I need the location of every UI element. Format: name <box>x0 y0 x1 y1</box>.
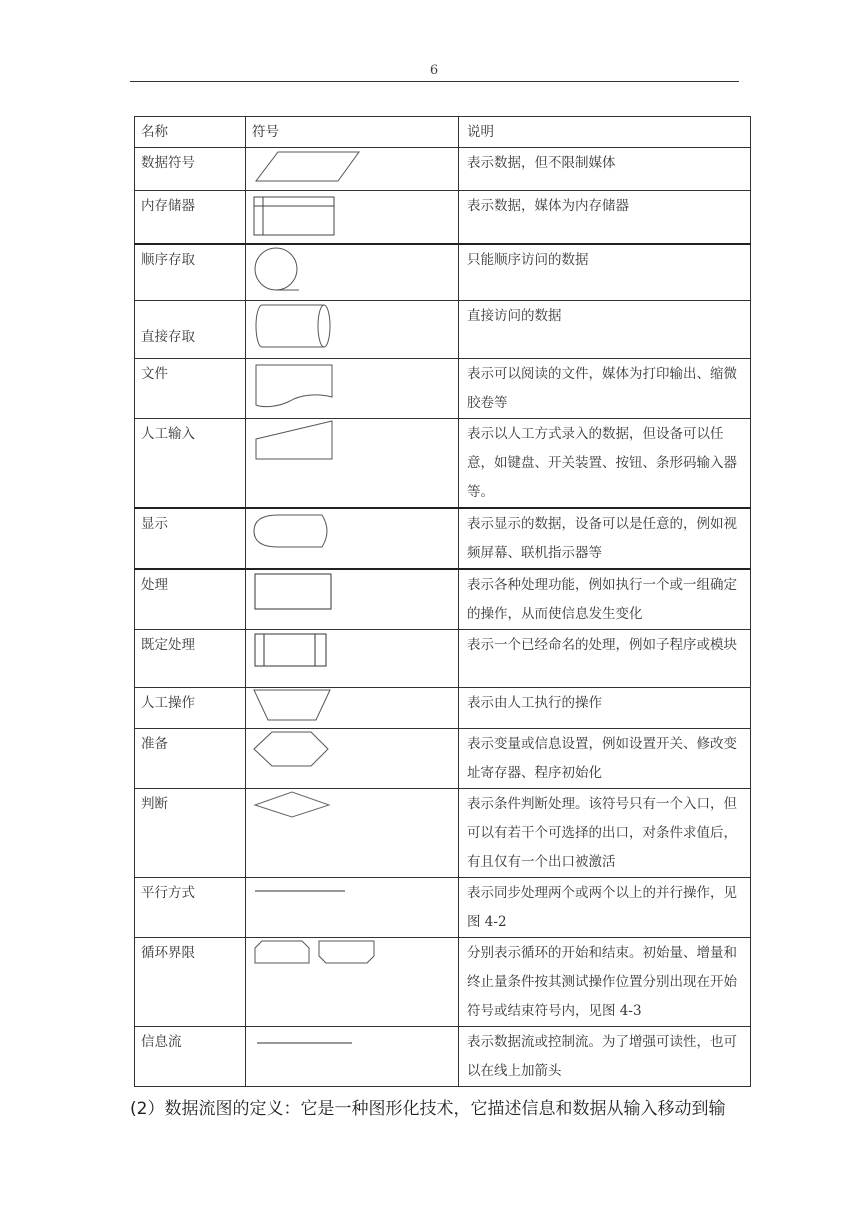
manual-input-icon <box>246 419 452 508</box>
predefined-process-icon <box>246 630 452 688</box>
table-row <box>135 1027 751 1087</box>
row-symbol <box>246 191 459 244</box>
row-name: 人工输入 <box>135 419 246 509</box>
row-name: 顺序存取 <box>135 244 246 301</box>
row-symbol <box>246 244 459 301</box>
table-row <box>135 569 751 630</box>
table-row <box>135 688 751 729</box>
body-paragraph: (2）数据流图的定义：它是一种图形化技术，它描述信息和数据从输入移动到输 <box>130 1099 726 1119</box>
parallelogram-icon <box>246 148 452 191</box>
row-name: 人工操作 <box>135 688 246 729</box>
row-name: 准备 <box>135 729 246 789</box>
row-desc: 表示数据，但不限制媒体 <box>459 148 751 191</box>
row-desc: 直接访问的数据 <box>459 301 751 359</box>
table-row <box>135 938 751 1027</box>
header-desc: 说明 <box>459 117 751 148</box>
row-name: 数据符号 <box>135 148 246 191</box>
internal-storage-icon <box>246 191 452 244</box>
process-icon <box>246 570 452 628</box>
table-row <box>135 191 751 244</box>
document-icon <box>246 359 452 417</box>
table-row <box>135 301 751 359</box>
row-desc: 表示数据流或控制流。为了增强可读性，也可以在线上加箭头 <box>459 1027 751 1087</box>
row-desc: 表示变量或信息设置，例如设置开关、修改变址寄存器、程序初始化 <box>459 729 751 789</box>
row-desc: 表示以人工方式录入的数据，但设备可以任意，如键盘、开关装置、按钮、条形码输入器等。 <box>459 419 751 509</box>
table-row <box>135 878 751 938</box>
row-name: 既定处理 <box>135 630 246 688</box>
row-symbol <box>246 359 459 419</box>
header-symbol: 符号 <box>246 117 459 148</box>
row-desc: 表示条件判断处理。该符号只有一个入口，但可以有若干个可选择的出口，对条件求值后，有且仅有一个出口被激活 <box>459 789 751 878</box>
row-desc: 表示显示的数据，设备可以是任意的，例如视频屏幕、联机指示器等 <box>459 508 751 569</box>
row-desc: 表示同步处理两个或两个以上的并行操作，见图 4-2 <box>459 878 751 938</box>
row-symbol <box>246 878 459 938</box>
decision-icon <box>246 789 452 877</box>
row-name: 处理 <box>135 569 246 630</box>
row-desc: 表示数据，媒体为内存储器 <box>459 191 751 244</box>
row-name: 平行方式 <box>135 878 246 938</box>
row-desc: 表示各种处理功能，例如执行一个或一组确定的操作，从而使信息发生变化 <box>459 569 751 630</box>
row-desc: 只能顺序访问的数据 <box>459 244 751 301</box>
table-header-row <box>135 117 751 148</box>
row-symbol <box>246 419 459 509</box>
table-row <box>135 729 751 789</box>
parallel-mode-icon <box>246 878 452 936</box>
row-name: 文件 <box>135 359 246 419</box>
row-symbol <box>246 688 459 729</box>
table-row <box>135 359 751 419</box>
direct-access-icon <box>246 301 452 359</box>
row-desc: 分别表示循环的开始和结束。初始量、增量和终止量条件按其测试操作位置分别出现在开始符号或结束符号内，见图 4-3 <box>459 938 751 1027</box>
preparation-icon <box>246 729 452 788</box>
row-symbol <box>246 729 459 789</box>
row-name: 内存储器 <box>135 191 246 244</box>
row-name: 信息流 <box>135 1027 246 1087</box>
row-desc: 表示一个已经命名的处理，例如子程序或模块 <box>459 630 751 688</box>
row-symbol <box>246 569 459 630</box>
row-symbol <box>246 508 459 569</box>
row-name: 循环界限 <box>135 938 246 1027</box>
table-row <box>135 508 751 569</box>
flow-line-icon <box>246 1027 452 1085</box>
row-symbol <box>246 938 459 1027</box>
table-row <box>135 789 751 878</box>
loop-limit-icon <box>246 938 452 1026</box>
row-desc: 表示可以阅读的文件，媒体为打印输出、缩微胶卷等 <box>459 359 751 419</box>
row-symbol <box>246 301 459 359</box>
row-name: 判断 <box>135 789 246 878</box>
page-number: 6 <box>429 63 439 78</box>
table-row <box>135 419 751 509</box>
row-name: 直接存取 <box>135 301 246 359</box>
row-name: 显示 <box>135 508 246 569</box>
flowchart-symbol-table <box>134 116 751 1087</box>
table-row <box>135 244 751 301</box>
row-symbol <box>246 148 459 191</box>
row-symbol <box>246 789 459 878</box>
sequential-access-icon <box>246 245 452 302</box>
display-icon <box>246 509 452 568</box>
row-symbol <box>246 630 459 688</box>
table-row <box>135 630 751 688</box>
row-symbol <box>246 1027 459 1087</box>
header-rule <box>130 81 739 82</box>
header-name: 名称 <box>135 117 246 148</box>
table-row <box>135 148 751 191</box>
manual-operation-icon <box>246 688 452 729</box>
row-desc: 表示由人工执行的操作 <box>459 688 751 729</box>
